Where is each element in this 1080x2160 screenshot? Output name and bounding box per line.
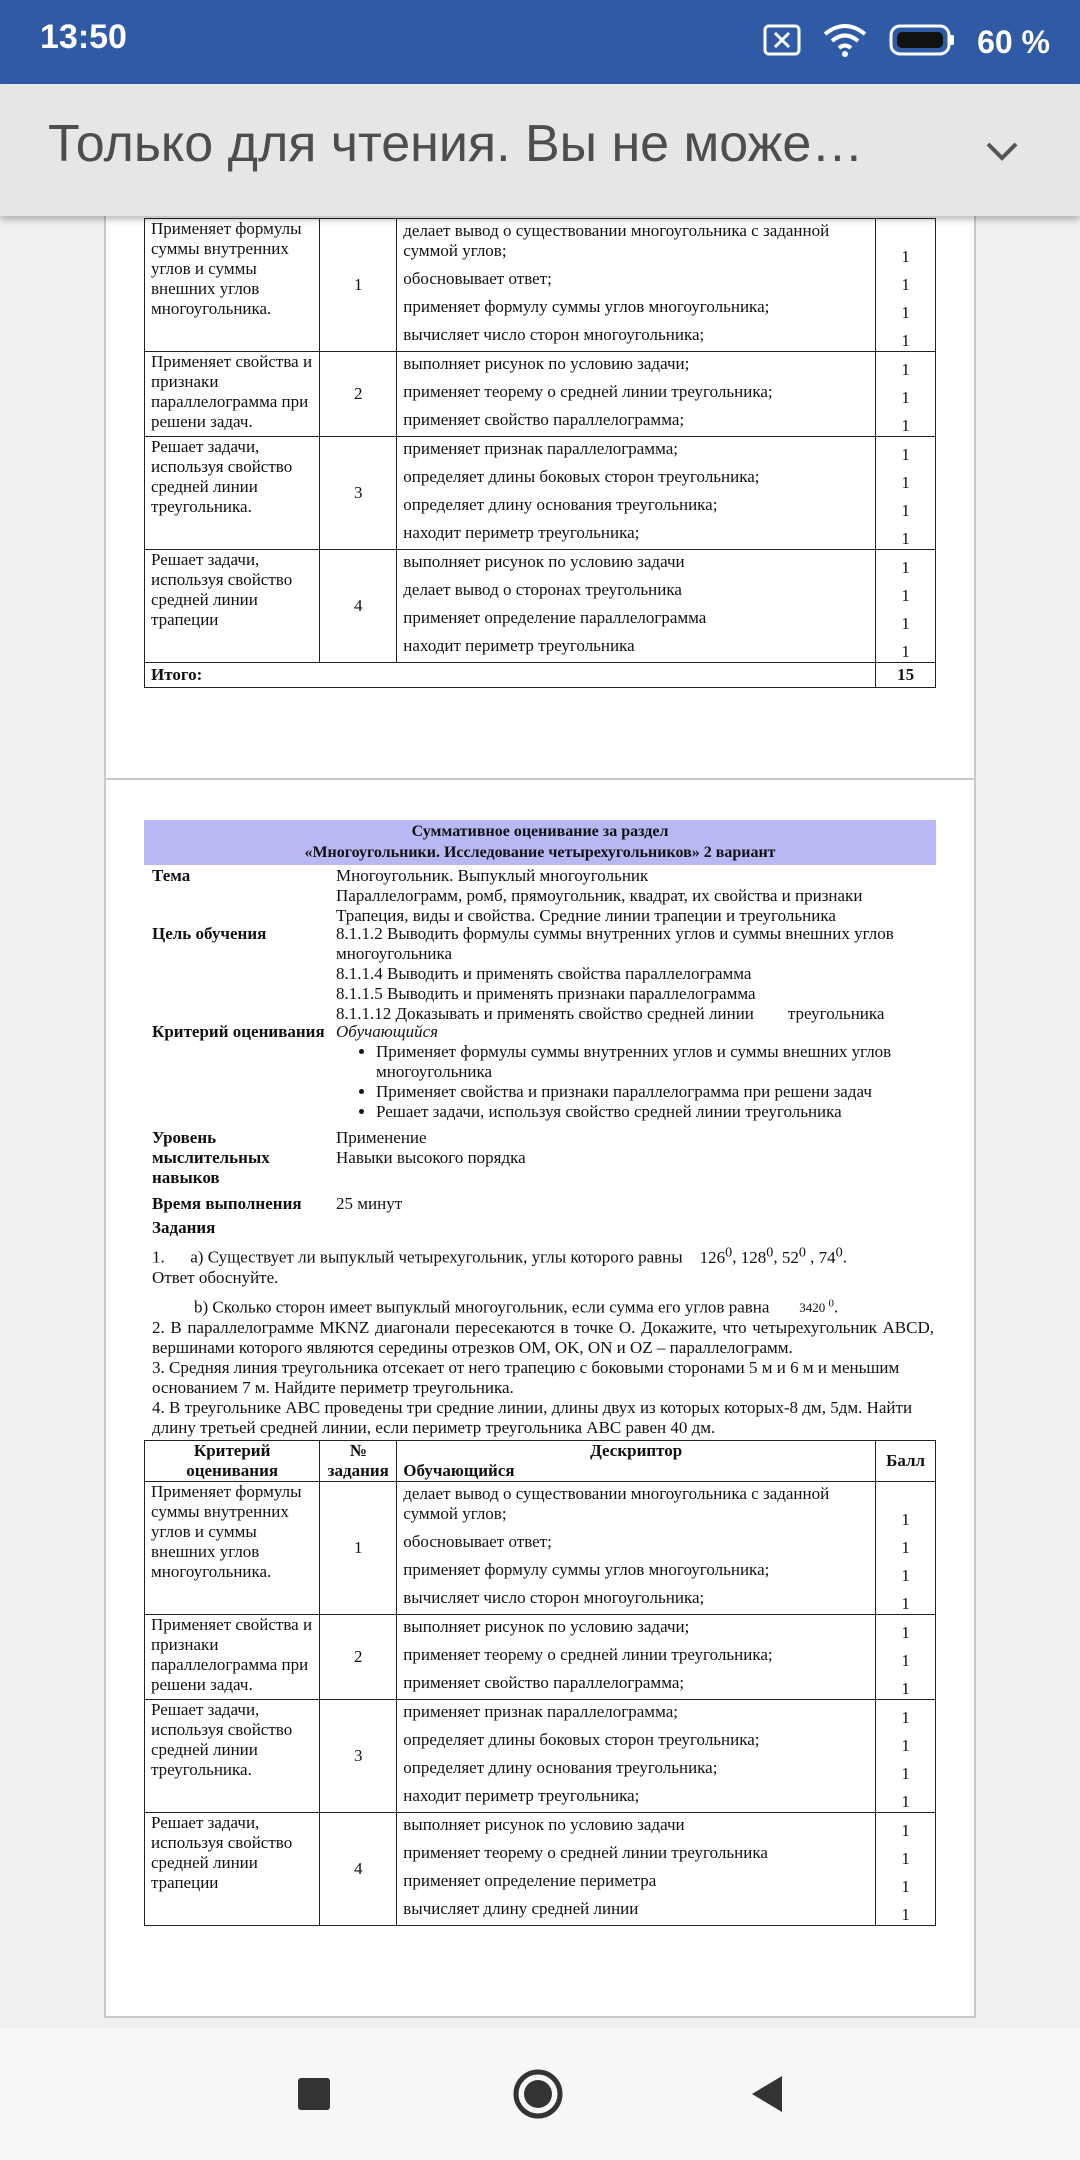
task-1a: 1. a) Существует ли выпуклый четырехугольник, углы которого равны $126^0$, $128^0$, $52^0$ , $74^0$. xyxy=(152,1244,847,1267)
descriptor-cell: определяет длины боковых сторон треугольника; xyxy=(397,465,876,493)
descriptor-cell: выполняет рисунок по условию задачи xyxy=(397,550,876,579)
criteria-section xyxy=(152,1022,932,1128)
table-row xyxy=(145,437,936,466)
topic-line: Параллелограмм, ромб, прямоугольник, квадрат, их свойства и признаки xyxy=(336,886,863,905)
criteria-bullet: • Применяет формулы суммы внутренних углов и суммы внешних углов многоугольника xyxy=(376,1042,936,1082)
descriptor-cell: применяет теорему о средней линии треугольника; xyxy=(397,1643,876,1671)
topic-line: Трапеция, виды и свойства. Средние линии трапеции и треугольника xyxy=(336,906,836,925)
descriptor-cell: находит периметр треугольника; xyxy=(397,1784,876,1813)
points-cell: 1 xyxy=(876,1586,936,1615)
descriptor-cell: применяет признак параллелограмма; xyxy=(397,437,876,466)
task-1a-tail: Ответ обоснуйте. xyxy=(152,1267,279,1287)
points-cell: 1 xyxy=(876,219,936,268)
task-number-cell: 3 xyxy=(320,1700,397,1813)
descriptor-cell: вычисляет длину средней линии xyxy=(397,1897,876,1926)
topic-line: Многоугольник. Выпуклый многоугольник xyxy=(336,866,649,885)
points-cell: 1 xyxy=(876,295,936,323)
descriptor-cell: определяет длины боковых сторон треугольника; xyxy=(397,1728,876,1756)
points-cell: 1 xyxy=(876,1530,936,1558)
read-only-title[interactable]: Только для чтения. Вы не може… xyxy=(48,115,864,173)
descriptor-cell: делает вывод о сторонах треугольника xyxy=(397,578,876,606)
criterion-cell: Применяет формулы суммы внутренних углов и суммы внешних углов многоугольника. xyxy=(145,219,320,352)
sim-error-icon xyxy=(763,23,801,62)
descriptor-cell: обосновывает ответ; xyxy=(397,1530,876,1558)
task-number-cell: 2 xyxy=(320,352,397,437)
header-criterion: Критерий оценивания xyxy=(145,1441,320,1482)
table-row xyxy=(145,1615,936,1644)
task-number-cell: 4 xyxy=(320,550,397,663)
descriptor-cell: определяет длину основания треугольника; xyxy=(397,1756,876,1784)
battery-icon xyxy=(889,23,955,62)
navigation-bar xyxy=(0,2028,1080,2160)
tasks-body xyxy=(152,1242,934,1438)
table-row xyxy=(145,1813,936,1842)
descriptor-cell: применяет формулу суммы углов многоугольника; xyxy=(397,1558,876,1586)
descriptor-cell: применяет признак параллелограмма; xyxy=(397,1700,876,1729)
points-cell: 1 xyxy=(876,1756,936,1784)
points-cell: 1 xyxy=(876,1671,936,1700)
points-cell: 1 xyxy=(876,1482,936,1531)
task-number-cell: 4 xyxy=(320,1813,397,1926)
descriptor-cell: делает вывод о существовании многоугольника с заданной суммой углов; xyxy=(397,1482,876,1531)
topic-label: Тема xyxy=(152,866,191,885)
header-line-2: «Многоугольники. Исследование четырехугольников» 2 вариант xyxy=(304,844,776,861)
points-cell: 1 xyxy=(876,408,936,437)
task-1b: b) Сколько сторон имеет выпуклый многоугольник, если сумма его углов равна 3420 $^0$. xyxy=(194,1296,839,1316)
points-cell: 1 xyxy=(876,1700,936,1729)
criteria-bullet: • Применяет свойства и признаки параллелограмма при решени задач xyxy=(376,1082,936,1102)
task-number-cell: 1 xyxy=(320,1482,397,1615)
total-value: 15 xyxy=(876,663,936,688)
tasks-label: Задания xyxy=(152,1218,216,1237)
time-label: Время выполнения xyxy=(152,1194,302,1213)
goal-line: 8.1.1.5 Выводить и применять признаки параллелограмма xyxy=(336,984,756,1003)
criteria-content xyxy=(336,1022,936,1122)
task-number-cell: 1 xyxy=(320,219,397,352)
points-cell: 1 xyxy=(876,437,936,466)
table-row xyxy=(145,550,936,579)
points-cell: 1 xyxy=(876,352,936,381)
descriptor-cell: применяет свойство параллелограмма; xyxy=(397,1671,876,1700)
descriptor-cell: применяет теорему о средней линии треугольника; xyxy=(397,380,876,408)
time-section xyxy=(152,1194,932,1216)
points-cell: 1 xyxy=(876,1615,936,1644)
topic-lines xyxy=(336,866,936,926)
points-cell: 1 xyxy=(876,267,936,295)
level-label: Уровень мыслительных навыков xyxy=(152,1128,270,1187)
document-viewer[interactable] xyxy=(0,216,1080,2028)
points-cell: 1 xyxy=(876,521,936,550)
rubric-table-page1 xyxy=(144,218,936,688)
table-row xyxy=(145,352,936,381)
task-3: 3. Средняя линия треугольника отсекает от него трапецию с боковыми сторонами 5 м и 6 м и меньшим основанием 7 м. Найдите периметр треугольника. xyxy=(152,1357,900,1397)
wifi-icon xyxy=(823,22,867,63)
points-cell: 1 xyxy=(876,465,936,493)
points-cell: 1 xyxy=(876,1897,936,1926)
points-cell: 1 xyxy=(876,634,936,663)
points-cell: 1 xyxy=(876,606,936,634)
descriptor-cell: применяет свойство параллелограмма; xyxy=(397,408,876,437)
goal-label: Цель обучения xyxy=(152,924,267,943)
descriptor-cell: определяет длину основания треугольника; xyxy=(397,493,876,521)
task-1a-text: 1. a) Существует ли выпуклый четырехугольник, углы которого равны xyxy=(152,1247,683,1267)
goal-lines xyxy=(336,924,936,1024)
table-row xyxy=(145,1700,936,1729)
task-2: 2. В параллелограмме MKNZ диагонали пересекаются в точке O. Докажите, что четырехугольник ABCD, вершинами которого являются середины отрезков OM, OK, ON и OZ – параллелограмм. xyxy=(152,1317,934,1357)
level-section xyxy=(152,1128,932,1192)
points-cell: 1 xyxy=(876,380,936,408)
angle-4: $74^0$ xyxy=(818,1244,843,1267)
descriptor-cell: применяет определение периметра xyxy=(397,1869,876,1897)
criterion-cell: Применяет формулы суммы внутренних углов и суммы внешних углов многоугольника. xyxy=(145,1482,320,1615)
points-cell: 1 xyxy=(876,1784,936,1813)
points-cell: 1 xyxy=(876,1728,936,1756)
descriptor-cell: находит периметр треугольника; xyxy=(397,521,876,550)
criterion-cell: Решает задачи, используя свойство средней линии треугольника. xyxy=(145,437,320,550)
header-line-1: Суммативное оценивание за раздел xyxy=(411,823,669,840)
criterion-cell: Решает задачи, используя свойство средней линии трапеции xyxy=(145,1813,320,1926)
battery-percent: 60 % xyxy=(977,23,1050,60)
descriptor-cell: выполняет рисунок по условию задачи xyxy=(397,1813,876,1842)
descriptor-cell: выполняет рисунок по условию задачи; xyxy=(397,1615,876,1644)
summative-header xyxy=(144,820,936,865)
angle-1: $126^0$ xyxy=(699,1244,733,1267)
criterion-cell: Решает задачи, используя свойство средней линии треугольника. xyxy=(145,1700,320,1813)
descriptor-cell: обосновывает ответ; xyxy=(397,267,876,295)
header-descriptor xyxy=(397,1441,876,1482)
criteria-label: Критерий оценивания xyxy=(152,1022,325,1041)
goal-line: 8.1.1.4 Выводить и применять свойства параллелограмма xyxy=(336,964,752,983)
level-line: Навыки высокого порядка xyxy=(336,1148,526,1167)
goal-line: 8.1.1.2 Выводить формулы суммы внутренних углов и суммы внешних углов многоугольника xyxy=(336,924,894,963)
table-row xyxy=(145,1482,936,1531)
points-cell: 1 xyxy=(876,550,936,579)
recents-square-icon[interactable] xyxy=(286,2066,342,2122)
descriptor-cell: применяет формулу суммы углов многоугольника; xyxy=(397,295,876,323)
time-value: 25 минут xyxy=(336,1194,403,1213)
task-1b-value: 3420 $^0$ xyxy=(799,1297,834,1315)
criterion-cell: Применяет свойства и признаки параллелограмма при решени задач. xyxy=(145,1615,320,1700)
points-cell: 1 xyxy=(876,1558,936,1586)
angle-3: $52^0$ xyxy=(781,1244,806,1267)
task-1b-text: b) Сколько сторон имеет выпуклый многоугольник, если сумма его углов равна xyxy=(194,1296,770,1316)
level-line: Применение xyxy=(336,1128,427,1147)
descriptor-cell: применяет определение параллелограмма xyxy=(397,606,876,634)
goal-line: 8.1.1.12 Доказывать и применять свойство средней линии треугольника xyxy=(336,1004,885,1023)
points-cell: 1 xyxy=(876,1841,936,1869)
criterion-cell: Применяет свойства и признаки параллелограмма при решени задач. xyxy=(145,352,320,437)
points-cell: 1 xyxy=(876,1869,936,1897)
criteria-intro: Обучающийся xyxy=(336,1022,439,1041)
tasks-heading xyxy=(152,1218,932,1240)
descriptor-cell: выполняет рисунок по условию задачи; xyxy=(397,352,876,381)
points-cell: 1 xyxy=(876,1813,936,1842)
chevron-down-icon[interactable] xyxy=(982,132,1022,172)
angle-2: $128^0$ xyxy=(740,1244,774,1267)
goal-section xyxy=(152,924,932,1024)
criteria-bullet: • Решает задачи, используя свойство средней линии треугольника xyxy=(376,1102,936,1122)
total-label: Итого: xyxy=(145,663,876,688)
back-triangle-icon[interactable] xyxy=(740,2066,796,2122)
points-cell: 1 xyxy=(876,578,936,606)
home-circle-icon[interactable] xyxy=(510,2066,566,2122)
level-lines xyxy=(336,1128,936,1168)
descriptor-cell: вычисляет число сторон многоугольника; xyxy=(397,323,876,352)
descriptor-cell: находит периметр треугольника xyxy=(397,634,876,663)
criterion-cell: Решает задачи, используя свойство средней линии трапеции xyxy=(145,550,320,663)
header-descriptor-title: Дескриптор xyxy=(590,1441,683,1460)
descriptor-cell: вычисляет число сторон многоугольника; xyxy=(397,1586,876,1615)
document-page-1 xyxy=(104,216,976,840)
header-points: Балл xyxy=(876,1441,936,1482)
points-cell: 1 xyxy=(876,493,936,521)
table-row xyxy=(145,219,936,268)
task-4: 4. В треугольнике АВС проведены три средние линии, длины двух из которых которых-8 дм, 5дм. Найти длину третьей средней линии, если периметр треугольника АВС равен 40 дм. xyxy=(152,1397,913,1437)
points-cell: 1 xyxy=(876,323,936,352)
header-descriptor-sub: Обучающийся xyxy=(403,1461,515,1480)
descriptor-cell: применяет теорему о средней линии треугольника xyxy=(397,1841,876,1869)
topic-section xyxy=(152,866,932,928)
task-number-cell: 2 xyxy=(320,1615,397,1700)
header-task-no: № задания xyxy=(320,1441,397,1482)
status-bar xyxy=(0,0,1080,84)
document-page-2 xyxy=(104,778,976,2018)
descriptor-cell: делает вывод о существовании многоугольника с заданной суммой углов; xyxy=(397,219,876,268)
status-time: 13:50 xyxy=(40,18,127,56)
task-number-cell: 3 xyxy=(320,437,397,550)
points-cell: 1 xyxy=(876,1643,936,1671)
rubric-table-page2 xyxy=(144,1440,936,1926)
app-bar xyxy=(0,84,1080,216)
